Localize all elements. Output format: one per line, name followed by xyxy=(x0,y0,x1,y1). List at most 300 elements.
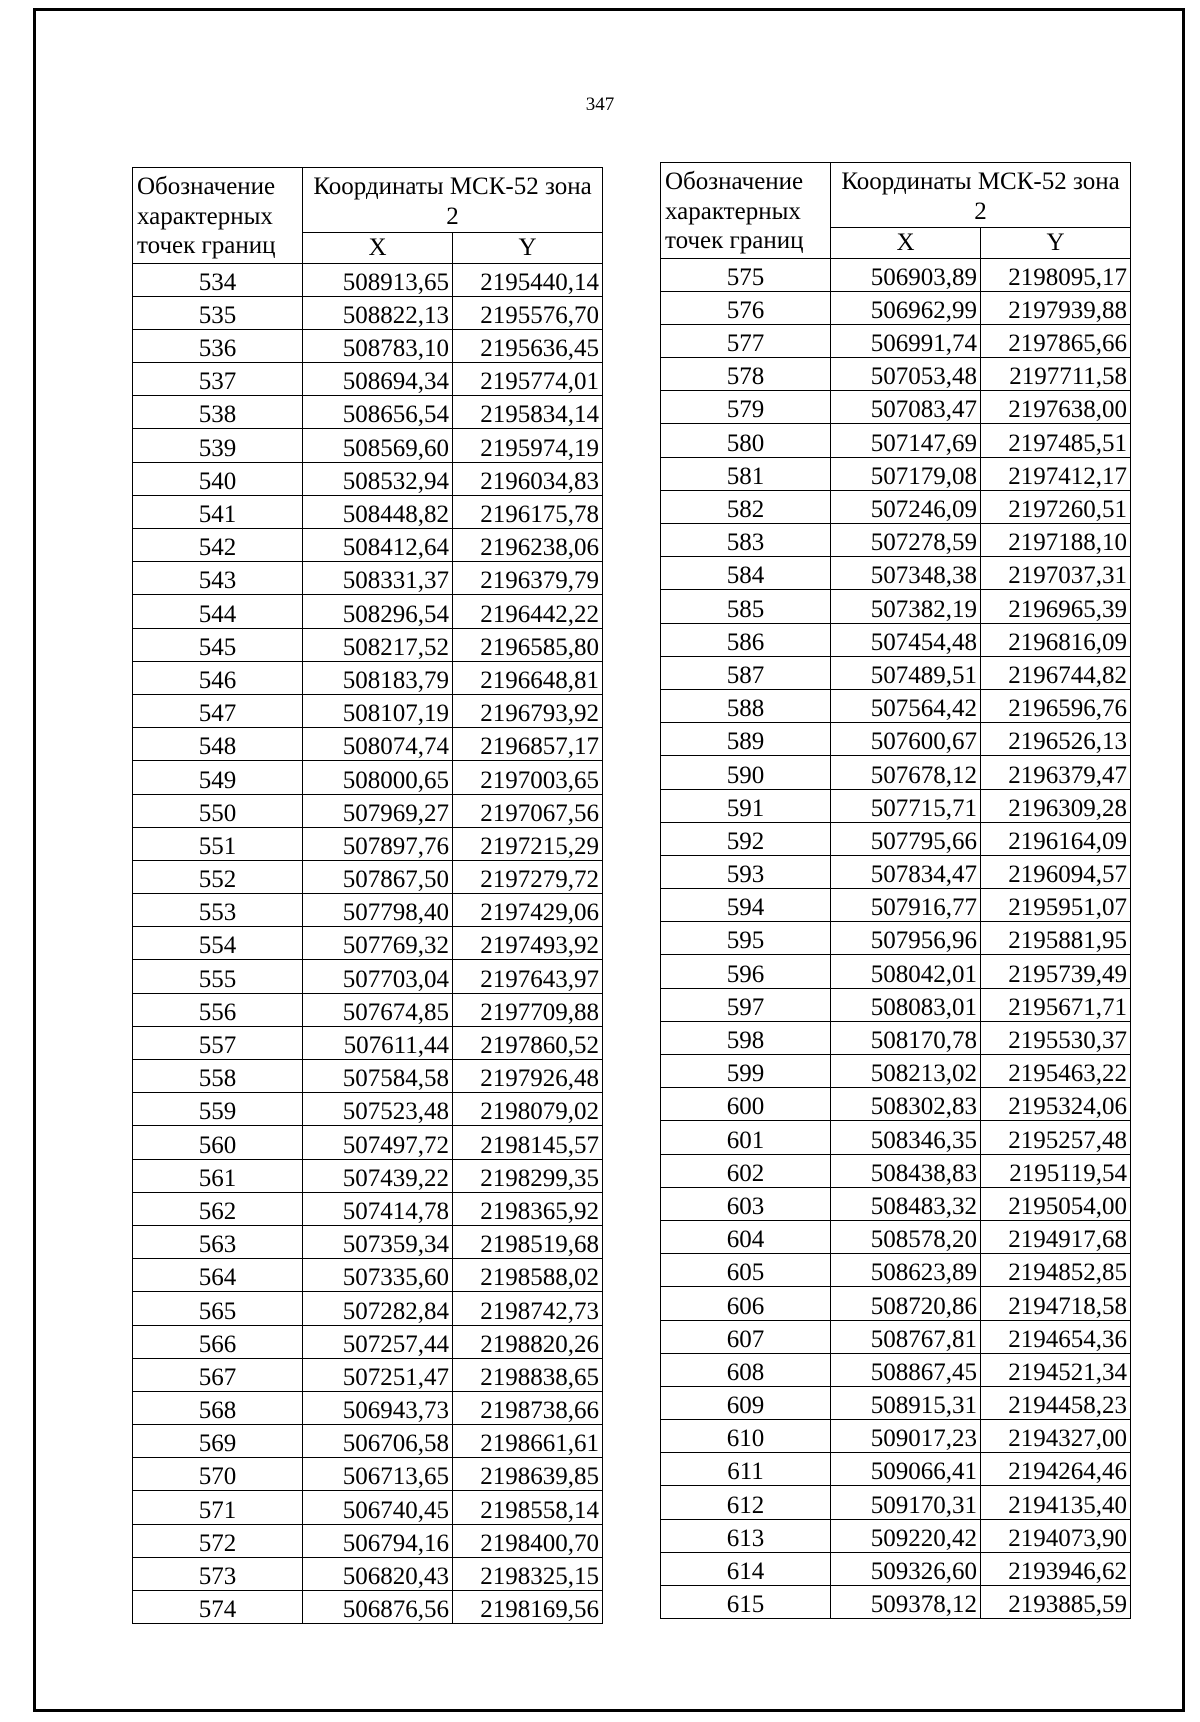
y-coordinate-cell: 2196965,39 xyxy=(981,590,1131,623)
point-id-cell: 551 xyxy=(133,827,303,860)
x-coordinate-cell: 508000,65 xyxy=(303,761,453,794)
y-coordinate-cell: 2197260,51 xyxy=(981,490,1131,523)
x-coordinate-cell: 506794,16 xyxy=(303,1524,453,1557)
point-id-cell: 539 xyxy=(133,429,303,462)
y-coordinate-cell: 2194852,85 xyxy=(981,1254,1131,1287)
table-body-right xyxy=(661,258,1131,1619)
x-coordinate-cell: 507053,48 xyxy=(831,358,981,391)
x-coordinate-cell: 508296,54 xyxy=(303,595,453,628)
x-coordinate-cell: 507454,48 xyxy=(831,623,981,656)
y-coordinate-cell: 2198661,61 xyxy=(453,1425,603,1458)
y-coordinate-cell: 2198742,73 xyxy=(453,1292,603,1325)
x-coordinate-cell: 508346,35 xyxy=(831,1121,981,1154)
y-coordinate-cell: 2194917,68 xyxy=(981,1220,1131,1253)
x-coordinate-cell: 507489,51 xyxy=(831,656,981,689)
x-coordinate-cell: 507678,12 xyxy=(831,756,981,789)
point-id-cell: 600 xyxy=(661,1088,831,1121)
point-id-cell: 590 xyxy=(661,756,831,789)
y-coordinate-cell: 2198365,92 xyxy=(453,1192,603,1225)
y-coordinate-cell: 2195463,22 xyxy=(981,1055,1131,1088)
x-coordinate-cell: 508083,01 xyxy=(831,988,981,1021)
y-coordinate-cell: 2198400,70 xyxy=(453,1524,603,1557)
table-row xyxy=(661,822,1131,855)
point-id-cell: 571 xyxy=(133,1491,303,1524)
x-coordinate-cell: 508074,74 xyxy=(303,728,453,761)
x-coordinate-cell: 507611,44 xyxy=(303,1026,453,1059)
y-coordinate-cell: 2196442,22 xyxy=(453,595,603,628)
point-id-cell: 604 xyxy=(661,1220,831,1253)
table-row xyxy=(661,1187,1131,1220)
header-point-label: Обозначение характерных точек границ xyxy=(661,163,831,259)
y-coordinate-cell: 2194135,40 xyxy=(981,1486,1131,1519)
point-id-cell: 568 xyxy=(133,1391,303,1424)
point-id-cell: 542 xyxy=(133,529,303,562)
point-id-cell: 566 xyxy=(133,1325,303,1358)
x-coordinate-cell: 507359,34 xyxy=(303,1225,453,1258)
table-row xyxy=(661,988,1131,1021)
x-coordinate-cell: 507257,44 xyxy=(303,1325,453,1358)
point-id-cell: 549 xyxy=(133,761,303,794)
x-coordinate-cell: 506713,65 xyxy=(303,1458,453,1491)
point-id-cell: 567 xyxy=(133,1358,303,1391)
table-row xyxy=(133,761,603,794)
y-coordinate-cell: 2195324,06 xyxy=(981,1088,1131,1121)
x-coordinate-cell: 508783,10 xyxy=(303,329,453,362)
table-row xyxy=(133,894,603,927)
y-coordinate-cell: 2196164,09 xyxy=(981,822,1131,855)
table-row xyxy=(661,590,1131,623)
table-row xyxy=(661,1353,1131,1386)
point-id-cell: 615 xyxy=(661,1586,831,1619)
table-row xyxy=(661,1486,1131,1519)
x-coordinate-cell: 508578,20 xyxy=(831,1220,981,1253)
table-row xyxy=(661,391,1131,424)
table-row xyxy=(133,827,603,860)
point-id-cell: 613 xyxy=(661,1519,831,1552)
x-coordinate-cell: 508720,86 xyxy=(831,1287,981,1320)
table-row xyxy=(133,1292,603,1325)
y-coordinate-cell: 2197926,48 xyxy=(453,1060,603,1093)
point-id-cell: 558 xyxy=(133,1060,303,1093)
table-row xyxy=(661,1519,1131,1552)
header-coords-label: Координаты МСК-52 зона 2 xyxy=(831,163,1131,228)
y-coordinate-cell: 2196034,83 xyxy=(453,462,603,495)
x-coordinate-cell: 507282,84 xyxy=(303,1292,453,1325)
table-row xyxy=(133,628,603,661)
point-id-cell: 565 xyxy=(133,1292,303,1325)
header-y-label: Y xyxy=(453,232,603,263)
table-row xyxy=(661,789,1131,822)
point-id-cell: 535 xyxy=(133,296,303,329)
point-id-cell: 561 xyxy=(133,1159,303,1192)
table-row xyxy=(661,1420,1131,1453)
table-row xyxy=(133,1391,603,1424)
y-coordinate-cell: 2197485,51 xyxy=(981,424,1131,457)
table-row xyxy=(661,324,1131,357)
x-coordinate-cell: 506991,74 xyxy=(831,324,981,357)
y-coordinate-cell: 2197215,29 xyxy=(453,827,603,860)
x-coordinate-cell: 507083,47 xyxy=(831,391,981,424)
table-row xyxy=(133,1591,603,1624)
header-x-label: X xyxy=(303,232,453,263)
point-id-cell: 607 xyxy=(661,1320,831,1353)
table-row xyxy=(661,955,1131,988)
x-coordinate-cell: 507439,22 xyxy=(303,1159,453,1192)
x-coordinate-cell: 508822,13 xyxy=(303,296,453,329)
point-id-cell: 599 xyxy=(661,1055,831,1088)
x-coordinate-cell: 507769,32 xyxy=(303,927,453,960)
table-row xyxy=(133,1425,603,1458)
x-coordinate-cell: 508412,64 xyxy=(303,529,453,562)
point-id-cell: 577 xyxy=(661,324,831,357)
x-coordinate-cell: 508867,45 xyxy=(831,1353,981,1386)
point-id-cell: 583 xyxy=(661,524,831,557)
table-row xyxy=(661,1055,1131,1088)
table-row xyxy=(133,860,603,893)
point-id-cell: 594 xyxy=(661,889,831,922)
table-row xyxy=(661,1552,1131,1585)
x-coordinate-cell: 508302,83 xyxy=(831,1088,981,1121)
point-id-cell: 540 xyxy=(133,462,303,495)
table-row xyxy=(133,1126,603,1159)
table-row xyxy=(133,296,603,329)
y-coordinate-cell: 2198169,56 xyxy=(453,1591,603,1624)
y-coordinate-cell: 2195257,48 xyxy=(981,1121,1131,1154)
point-id-cell: 584 xyxy=(661,557,831,590)
point-id-cell: 573 xyxy=(133,1557,303,1590)
point-id-cell: 591 xyxy=(661,789,831,822)
y-coordinate-cell: 2195739,49 xyxy=(981,955,1131,988)
x-coordinate-cell: 507246,09 xyxy=(831,490,981,523)
y-coordinate-cell: 2198325,15 xyxy=(453,1557,603,1590)
y-coordinate-cell: 2196526,13 xyxy=(981,723,1131,756)
point-id-cell: 580 xyxy=(661,424,831,457)
x-coordinate-cell: 507715,71 xyxy=(831,789,981,822)
point-id-cell: 569 xyxy=(133,1425,303,1458)
x-coordinate-cell: 509066,41 xyxy=(831,1453,981,1486)
y-coordinate-cell: 2198639,85 xyxy=(453,1458,603,1491)
y-coordinate-cell: 2196379,79 xyxy=(453,562,603,595)
table-row xyxy=(133,429,603,462)
y-coordinate-cell: 2195774,01 xyxy=(453,363,603,396)
point-id-cell: 557 xyxy=(133,1026,303,1059)
y-coordinate-cell: 2195576,70 xyxy=(453,296,603,329)
x-coordinate-cell: 507278,59 xyxy=(831,524,981,557)
header-y-label: Y xyxy=(981,227,1131,258)
x-coordinate-cell: 506706,58 xyxy=(303,1425,453,1458)
point-id-cell: 589 xyxy=(661,723,831,756)
point-id-cell: 603 xyxy=(661,1187,831,1220)
y-coordinate-cell: 2198079,02 xyxy=(453,1093,603,1126)
point-id-cell: 538 xyxy=(133,396,303,429)
table-row xyxy=(133,1192,603,1225)
y-coordinate-cell: 2194654,36 xyxy=(981,1320,1131,1353)
x-coordinate-cell: 508217,52 xyxy=(303,628,453,661)
y-coordinate-cell: 2196596,76 xyxy=(981,689,1131,722)
x-coordinate-cell: 508042,01 xyxy=(831,955,981,988)
y-coordinate-cell: 2195636,45 xyxy=(453,329,603,362)
x-coordinate-cell: 507584,58 xyxy=(303,1060,453,1093)
y-coordinate-cell: 2193946,62 xyxy=(981,1552,1131,1585)
y-coordinate-cell: 2196744,82 xyxy=(981,656,1131,689)
x-coordinate-cell: 507897,76 xyxy=(303,827,453,860)
table-row xyxy=(661,1154,1131,1187)
point-id-cell: 562 xyxy=(133,1192,303,1225)
x-coordinate-cell: 506740,45 xyxy=(303,1491,453,1524)
y-coordinate-cell: 2198838,65 xyxy=(453,1358,603,1391)
y-coordinate-cell: 2197003,65 xyxy=(453,761,603,794)
table-row xyxy=(661,1586,1131,1619)
y-coordinate-cell: 2194327,00 xyxy=(981,1420,1131,1453)
y-coordinate-cell: 2196379,47 xyxy=(981,756,1131,789)
x-coordinate-cell: 508213,02 xyxy=(831,1055,981,1088)
table-row xyxy=(133,1225,603,1258)
table-row xyxy=(661,723,1131,756)
x-coordinate-cell: 507600,67 xyxy=(831,723,981,756)
y-coordinate-cell: 2198299,35 xyxy=(453,1159,603,1192)
y-coordinate-cell: 2194073,90 xyxy=(981,1519,1131,1552)
table-row xyxy=(133,396,603,429)
point-id-cell: 544 xyxy=(133,595,303,628)
table-row xyxy=(133,960,603,993)
point-id-cell: 585 xyxy=(661,590,831,623)
point-id-cell: 560 xyxy=(133,1126,303,1159)
table-row xyxy=(661,756,1131,789)
x-coordinate-cell: 509017,23 xyxy=(831,1420,981,1453)
point-id-cell: 579 xyxy=(661,391,831,424)
table-row xyxy=(133,1259,603,1292)
y-coordinate-cell: 2196309,28 xyxy=(981,789,1131,822)
point-id-cell: 556 xyxy=(133,993,303,1026)
y-coordinate-cell: 2198820,26 xyxy=(453,1325,603,1358)
y-coordinate-cell: 2196585,80 xyxy=(453,628,603,661)
point-id-cell: 596 xyxy=(661,955,831,988)
x-coordinate-cell: 506962,99 xyxy=(831,291,981,324)
point-id-cell: 564 xyxy=(133,1259,303,1292)
y-coordinate-cell: 2197711,58 xyxy=(981,358,1131,391)
table-row xyxy=(661,889,1131,922)
table-row xyxy=(661,1453,1131,1486)
table-row xyxy=(661,424,1131,457)
table-row xyxy=(133,993,603,1026)
x-coordinate-cell: 508483,32 xyxy=(831,1187,981,1220)
table-row xyxy=(661,855,1131,888)
y-coordinate-cell: 2197638,00 xyxy=(981,391,1131,424)
table-row xyxy=(133,1358,603,1391)
x-coordinate-cell: 506876,56 xyxy=(303,1591,453,1624)
table-row xyxy=(133,1491,603,1524)
point-id-cell: 610 xyxy=(661,1420,831,1453)
x-coordinate-cell: 507335,60 xyxy=(303,1259,453,1292)
table-row xyxy=(133,1026,603,1059)
point-id-cell: 575 xyxy=(661,258,831,291)
point-id-cell: 588 xyxy=(661,689,831,722)
x-coordinate-cell: 506903,89 xyxy=(831,258,981,291)
y-coordinate-cell: 2196238,06 xyxy=(453,529,603,562)
table-row xyxy=(661,656,1131,689)
x-coordinate-cell: 508107,19 xyxy=(303,694,453,727)
y-coordinate-cell: 2196793,92 xyxy=(453,694,603,727)
table-row xyxy=(661,524,1131,557)
table-row xyxy=(133,1458,603,1491)
y-coordinate-cell: 2195834,14 xyxy=(453,396,603,429)
header-x-label: X xyxy=(831,227,981,258)
table-row xyxy=(661,1254,1131,1287)
point-id-cell: 602 xyxy=(661,1154,831,1187)
x-coordinate-cell: 508532,94 xyxy=(303,462,453,495)
table-row xyxy=(133,363,603,396)
y-coordinate-cell: 2198588,02 xyxy=(453,1259,603,1292)
y-coordinate-cell: 2197709,88 xyxy=(453,993,603,1026)
y-coordinate-cell: 2197860,52 xyxy=(453,1026,603,1059)
table-row xyxy=(133,495,603,528)
point-id-cell: 598 xyxy=(661,1021,831,1054)
y-coordinate-cell: 2195951,07 xyxy=(981,889,1131,922)
table-row xyxy=(661,457,1131,490)
y-coordinate-cell: 2196816,09 xyxy=(981,623,1131,656)
point-id-cell: 612 xyxy=(661,1486,831,1519)
x-coordinate-cell: 508623,89 xyxy=(831,1254,981,1287)
point-id-cell: 554 xyxy=(133,927,303,960)
table-row xyxy=(133,661,603,694)
x-coordinate-cell: 507674,85 xyxy=(303,993,453,1026)
x-coordinate-cell: 507956,96 xyxy=(831,922,981,955)
table-row xyxy=(133,1524,603,1557)
table-row xyxy=(133,529,603,562)
point-id-cell: 595 xyxy=(661,922,831,955)
y-coordinate-cell: 2195530,37 xyxy=(981,1021,1131,1054)
table-row xyxy=(133,1093,603,1126)
point-id-cell: 606 xyxy=(661,1287,831,1320)
x-coordinate-cell: 507969,27 xyxy=(303,794,453,827)
table-row xyxy=(661,557,1131,590)
point-id-cell: 578 xyxy=(661,358,831,391)
x-coordinate-cell: 507795,66 xyxy=(831,822,981,855)
table-row xyxy=(133,1159,603,1192)
x-coordinate-cell: 507834,47 xyxy=(831,855,981,888)
x-coordinate-cell: 507798,40 xyxy=(303,894,453,927)
point-id-cell: 547 xyxy=(133,694,303,727)
point-id-cell: 536 xyxy=(133,329,303,362)
x-coordinate-cell: 508183,79 xyxy=(303,661,453,694)
y-coordinate-cell: 2195974,19 xyxy=(453,429,603,462)
x-coordinate-cell: 507414,78 xyxy=(303,1192,453,1225)
y-coordinate-cell: 2197188,10 xyxy=(981,524,1131,557)
table-row xyxy=(661,490,1131,523)
y-coordinate-cell: 2197865,66 xyxy=(981,324,1131,357)
point-id-cell: 553 xyxy=(133,894,303,927)
table-row xyxy=(133,595,603,628)
table-row xyxy=(661,922,1131,955)
table-row xyxy=(133,562,603,595)
table-row xyxy=(133,263,603,296)
y-coordinate-cell: 2197412,17 xyxy=(981,457,1131,490)
table-row xyxy=(661,1386,1131,1419)
point-id-cell: 537 xyxy=(133,363,303,396)
x-coordinate-cell: 507703,04 xyxy=(303,960,453,993)
x-coordinate-cell: 506820,43 xyxy=(303,1557,453,1590)
point-id-cell: 581 xyxy=(661,457,831,490)
x-coordinate-cell: 507564,42 xyxy=(831,689,981,722)
table-row xyxy=(661,258,1131,291)
point-id-cell: 546 xyxy=(133,661,303,694)
y-coordinate-cell: 2193885,59 xyxy=(981,1586,1131,1619)
point-id-cell: 559 xyxy=(133,1093,303,1126)
table-row xyxy=(661,1320,1131,1353)
point-id-cell: 555 xyxy=(133,960,303,993)
y-coordinate-cell: 2195881,95 xyxy=(981,922,1131,955)
coordinates-table-right xyxy=(660,162,1131,1619)
x-coordinate-cell: 508656,54 xyxy=(303,396,453,429)
point-id-cell: 593 xyxy=(661,855,831,888)
x-coordinate-cell: 508913,65 xyxy=(303,263,453,296)
x-coordinate-cell: 507251,47 xyxy=(303,1358,453,1391)
y-coordinate-cell: 2198519,68 xyxy=(453,1225,603,1258)
y-coordinate-cell: 2198738,66 xyxy=(453,1391,603,1424)
table-row xyxy=(133,728,603,761)
table-row xyxy=(661,1220,1131,1253)
table-row xyxy=(661,1088,1131,1121)
x-coordinate-cell: 508438,83 xyxy=(831,1154,981,1187)
x-coordinate-cell: 508915,31 xyxy=(831,1386,981,1419)
point-id-cell: 601 xyxy=(661,1121,831,1154)
table-row xyxy=(661,358,1131,391)
x-coordinate-cell: 509378,12 xyxy=(831,1586,981,1619)
table-row xyxy=(661,1121,1131,1154)
y-coordinate-cell: 2198145,57 xyxy=(453,1126,603,1159)
point-id-cell: 541 xyxy=(133,495,303,528)
y-coordinate-cell: 2195119,54 xyxy=(981,1154,1131,1187)
x-coordinate-cell: 508694,34 xyxy=(303,363,453,396)
x-coordinate-cell: 507497,72 xyxy=(303,1126,453,1159)
point-id-cell: 545 xyxy=(133,628,303,661)
table-row xyxy=(133,329,603,362)
point-id-cell: 574 xyxy=(133,1591,303,1624)
header-point-label: Обозначение характерных точек границ xyxy=(133,168,303,264)
y-coordinate-cell: 2194264,46 xyxy=(981,1453,1131,1486)
x-coordinate-cell: 508569,60 xyxy=(303,429,453,462)
y-coordinate-cell: 2197429,06 xyxy=(453,894,603,927)
point-id-cell: 609 xyxy=(661,1386,831,1419)
x-coordinate-cell: 507382,19 xyxy=(831,590,981,623)
y-coordinate-cell: 2197643,97 xyxy=(453,960,603,993)
y-coordinate-cell: 2194718,58 xyxy=(981,1287,1131,1320)
header-coords-label: Координаты МСК-52 зона 2 xyxy=(303,168,603,233)
x-coordinate-cell: 509326,60 xyxy=(831,1552,981,1585)
y-coordinate-cell: 2195671,71 xyxy=(981,988,1131,1021)
point-id-cell: 605 xyxy=(661,1254,831,1287)
point-id-cell: 597 xyxy=(661,988,831,1021)
table-body-left xyxy=(133,263,603,1624)
table-row xyxy=(133,1325,603,1358)
x-coordinate-cell: 508767,81 xyxy=(831,1320,981,1353)
table-row xyxy=(133,927,603,960)
y-coordinate-cell: 2196857,17 xyxy=(453,728,603,761)
y-coordinate-cell: 2194458,23 xyxy=(981,1386,1131,1419)
y-coordinate-cell: 2196094,57 xyxy=(981,855,1131,888)
table-row xyxy=(661,689,1131,722)
x-coordinate-cell: 508170,78 xyxy=(831,1021,981,1054)
point-id-cell: 576 xyxy=(661,291,831,324)
point-id-cell: 572 xyxy=(133,1524,303,1557)
page-number: 347 xyxy=(585,94,615,115)
table-row xyxy=(661,1021,1131,1054)
y-coordinate-cell: 2196648,81 xyxy=(453,661,603,694)
table-row xyxy=(133,694,603,727)
point-id-cell: 552 xyxy=(133,860,303,893)
y-coordinate-cell: 2196175,78 xyxy=(453,495,603,528)
y-coordinate-cell: 2198558,14 xyxy=(453,1491,603,1524)
